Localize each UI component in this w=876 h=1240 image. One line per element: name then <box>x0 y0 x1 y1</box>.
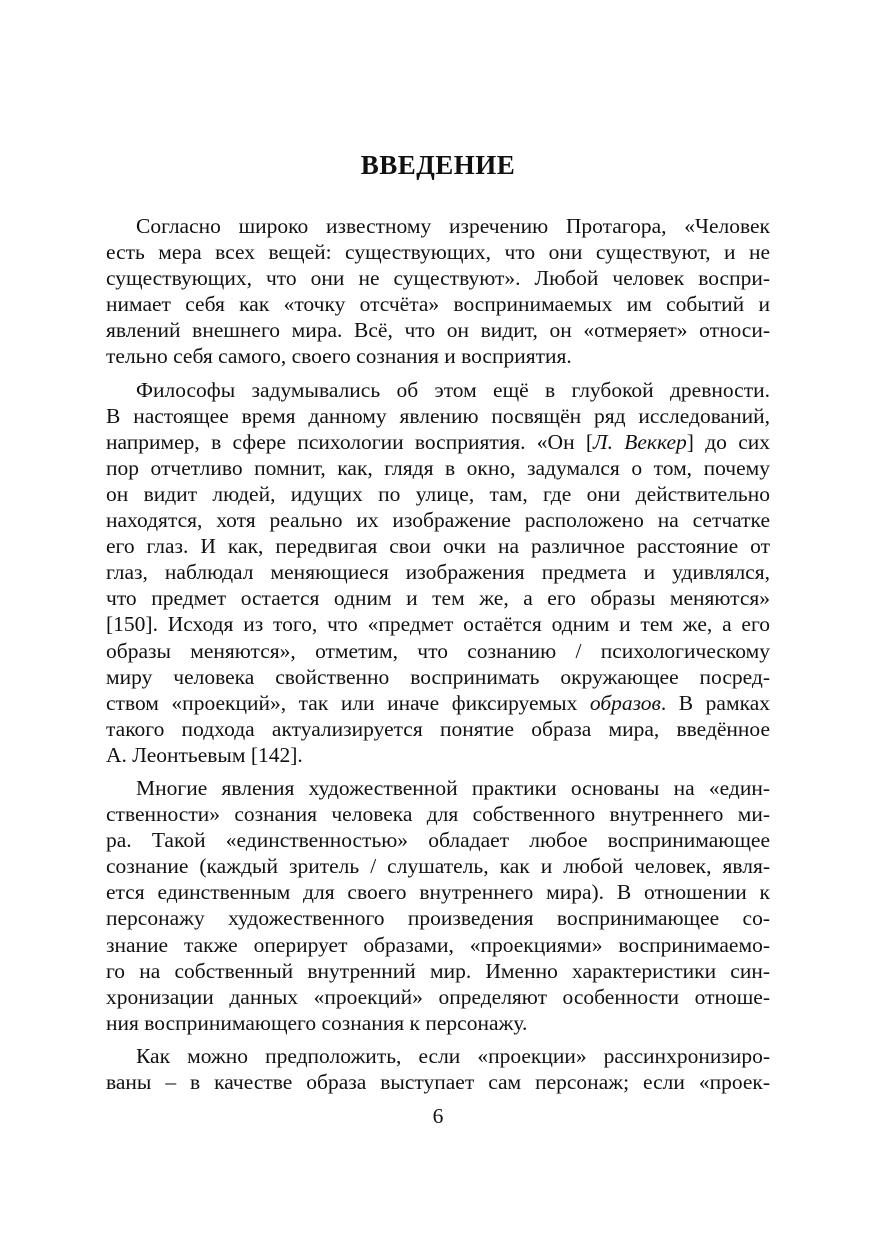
body-text <box>106 213 770 1095</box>
text-line: что предмет остается одним и тем же, а его образы меняются» <box>106 586 770 611</box>
text-line: ра. Такой «единственностью» обладает любое воспринимающее <box>106 828 770 853</box>
text-line: миру человека свойственно воспринимать окружающее посред- <box>106 664 770 689</box>
text-line: Как можно предположить, если «проекции» рассинхронизиро- <box>136 1043 770 1068</box>
text-run: . В рамках <box>660 690 770 715</box>
text-line: го на собственный внутренний мир. Именно характеристики син- <box>106 958 770 983</box>
text-line: существующих, что они не существуют». Любой человек воспри- <box>106 266 770 291</box>
text-line: он видит людей, идущих по улице, там, где они действительно <box>106 481 770 506</box>
text-line: ния воспринимающего сознания к персонажу. <box>106 1010 528 1035</box>
text-line: находятся, хотя реально их изображение расположено на сетчатке <box>106 508 770 533</box>
text-line: В настоящее время данному явлению посвящён ряд исследований, <box>106 403 770 428</box>
text-run: ством «проекций», так или иначе фиксируемых <box>106 690 590 715</box>
text-line: тельно себя самого, своего сознания и восприятия. <box>106 344 572 369</box>
text-line: персонажу художественного произведения воспринимающее со- <box>106 906 770 931</box>
text-line: знание также оперирует образами, «проекциями» воспринимаемо- <box>106 932 770 957</box>
chapter-title: ВВЕДЕНИЕ <box>360 150 516 180</box>
text-line: ваны – в качестве образа выступает сам персонаж; если «проек- <box>106 1070 770 1094</box>
text-line: явлений внешнего мира. Всё, что он видит, он «отмеряет» относи- <box>106 318 770 343</box>
text-line <box>106 429 770 455</box>
text-line: А. Леонтьевым [142]. <box>106 742 303 767</box>
italic-term: образов <box>589 690 661 715</box>
text-line: его глаз. И как, передвигая свои очки на различное расстояние от <box>106 534 770 559</box>
text-line <box>106 690 770 716</box>
text-line: глаз, наблюдал меняющиеся изображения предмета и удивлялся, <box>106 560 770 585</box>
text-line: есть мера всех вещей: существующих, что они существуют, и не <box>106 240 770 265</box>
text-line: Многие явления художественной практики основаны на «един- <box>136 775 770 800</box>
text-line: нимает себя как «точку отсчёта» воспринимаемых им событий и <box>106 292 770 317</box>
paragraph-2 <box>106 377 770 768</box>
book-page <box>106 0 770 1240</box>
text-line: такого подхода актуализируется понятие образа мира, введённое <box>106 716 770 741</box>
text-line: [150]. Исходя из того, что «предмет остаётся одним и тем же, а его <box>106 612 770 637</box>
text-line: Философы задумывались об этом ещё в глубокой древности. <box>136 377 770 402</box>
text-line: ственности» сознания человека для собственного внутреннего ми- <box>106 802 770 827</box>
text-line: образы меняются», отметим, что сознанию / психологическому <box>106 638 770 663</box>
text-line: сознание (каждый зритель / слушатель, как и любой человек, явля- <box>106 854 770 879</box>
paragraph-4 <box>106 1043 770 1095</box>
paragraph-3 <box>106 775 770 1036</box>
text-line: пор отчетливо помнит, как, глядя в окно, задумался о том, почему <box>106 455 770 480</box>
text-line: Согласно широко известному изречению Протагора, «Человек <box>136 214 770 238</box>
page-number: 6 <box>432 1104 444 1128</box>
italic-citation: Л. Веккер <box>593 429 687 454</box>
text-line: ется единственным для своего внутреннего мира). В отношении к <box>106 880 770 905</box>
text-run: например, в сфере психологии восприятия. «Он [ <box>106 429 594 454</box>
text-line: хронизации данных «проекций» определяют особенности отноше- <box>106 984 770 1009</box>
text-run: ] до сих <box>686 429 770 454</box>
paragraph-1 <box>106 213 770 370</box>
